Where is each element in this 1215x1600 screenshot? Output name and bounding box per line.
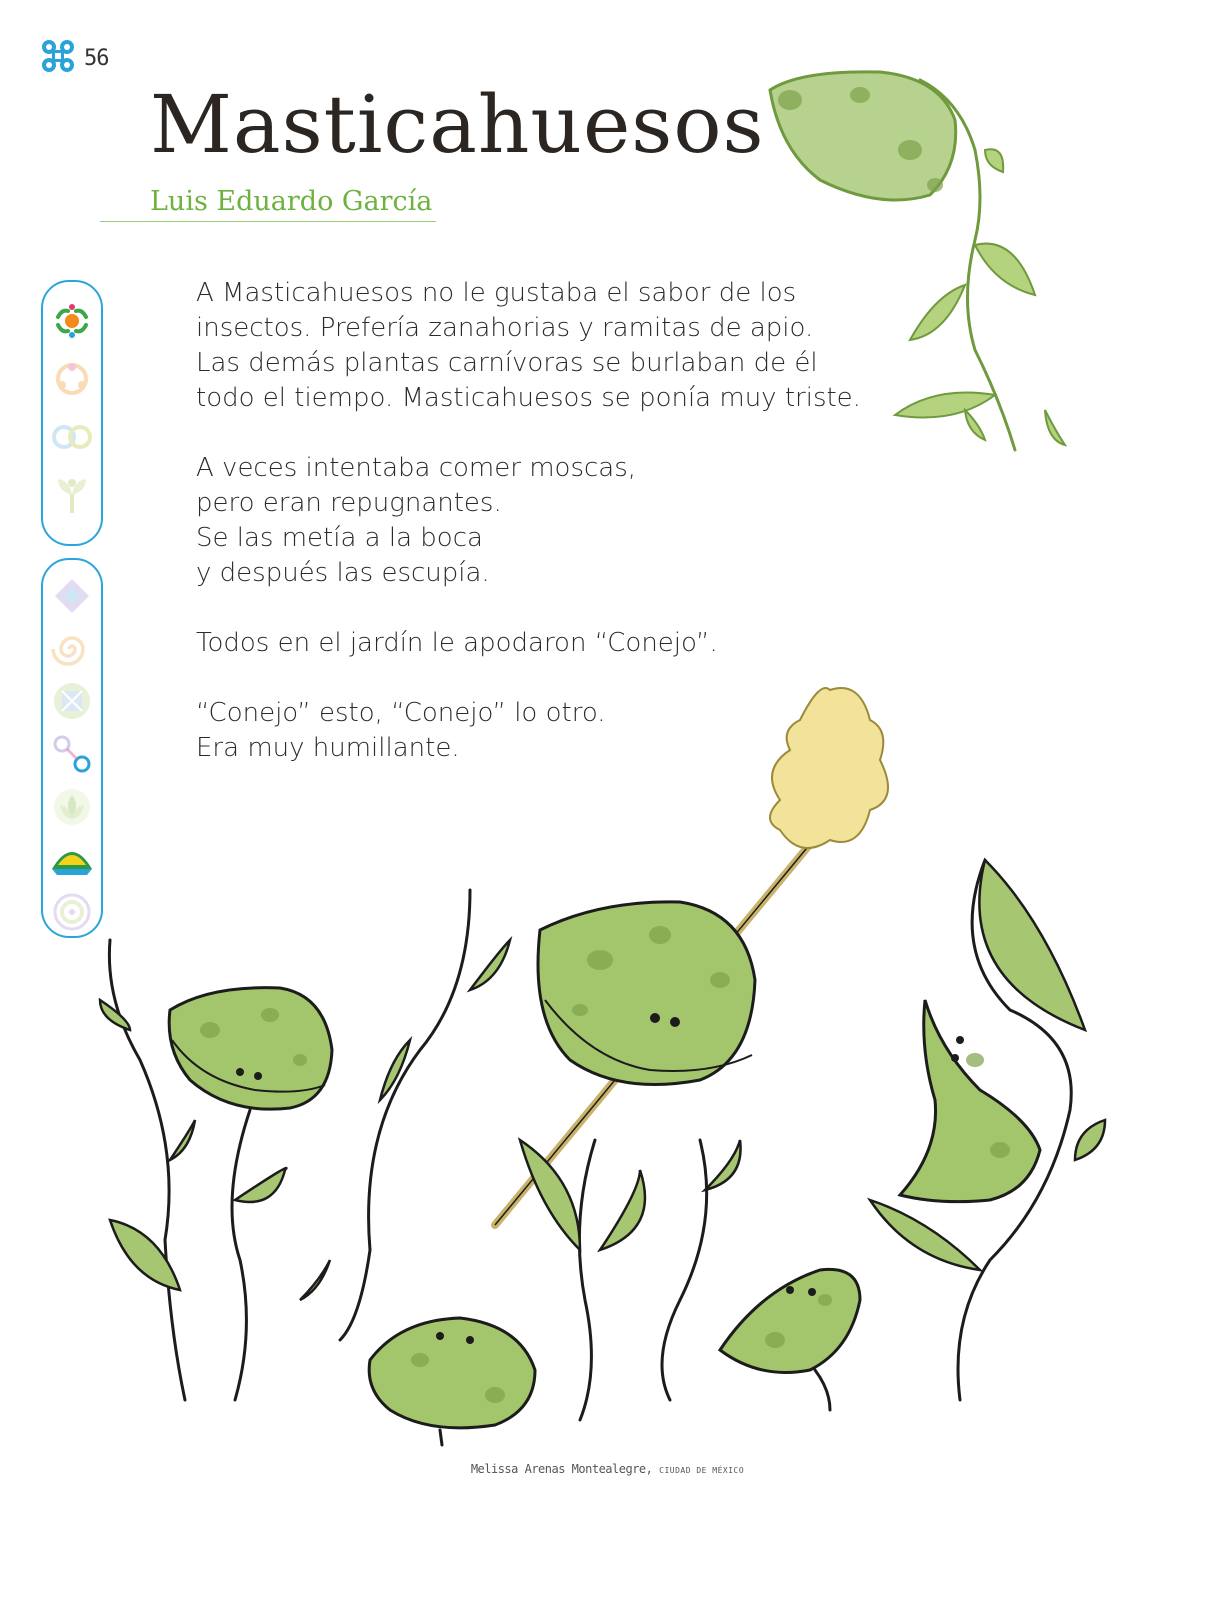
story-author: Luis Eduardo García <box>150 186 433 217</box>
text-line: Se las metía a la boca <box>196 523 483 553</box>
story-title: Masticahuesos <box>150 78 765 171</box>
illustrator-place: CIUDAD DE MÉXICO <box>659 1466 745 1475</box>
text-line: insectos. Prefería zanahorias y ramitas de apio. <box>196 313 814 343</box>
text-line: “Conejo” esto, “Conejo” lo otro. <box>196 698 606 728</box>
illustration-credit <box>0 1462 1215 1476</box>
text-line: Era muy humillante. <box>196 733 460 763</box>
text-line: A veces intentaba comer moscas, <box>196 453 637 483</box>
text-line: A Masticahuesos no le gustaba el sabor de los <box>196 278 797 308</box>
text-line: Todos en el jardín le apodaron “Conejo”. <box>196 628 718 658</box>
text-line: y después las escupía. <box>196 558 490 588</box>
text-line: pero eran repugnantes. <box>196 488 502 518</box>
right-flytrap-drawing <box>870 860 1105 1400</box>
illustrator-name: Melissa Arenas Montealegre, <box>470 1462 653 1476</box>
text-line: Las demás plantas carnívoras se burlaban de él <box>196 348 818 378</box>
text-line: todo el tiempo. Masticahuesos se ponía muy triste. <box>196 383 861 413</box>
hanging-plant-drawing <box>770 72 1065 450</box>
left-flytrap-drawing <box>109 940 332 1400</box>
small-flytrap-bottom-left-drawing <box>369 1318 535 1445</box>
small-flytrap-bottom-right-drawing <box>662 1140 860 1410</box>
page-number: 56 <box>84 45 109 71</box>
